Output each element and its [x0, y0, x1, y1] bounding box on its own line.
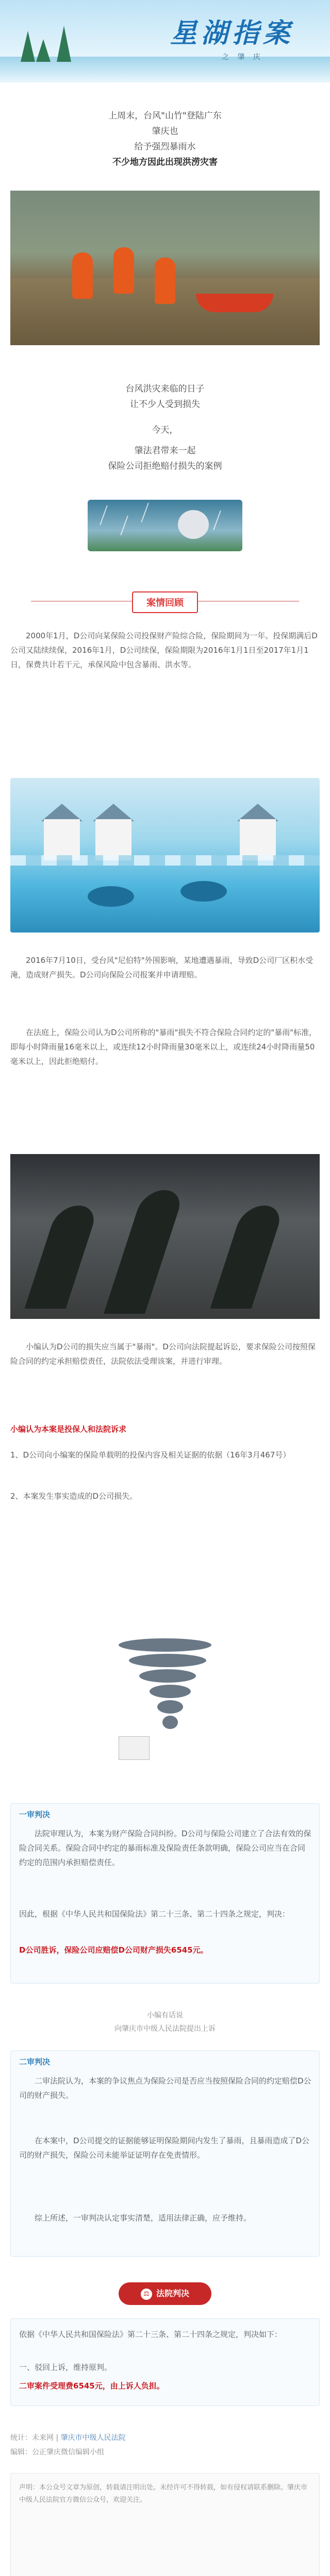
- mid-line-5: 保险公司拒绝赔付损失的案例: [108, 461, 222, 471]
- case-review-title: [0, 591, 330, 613]
- judgment-text-1: 依据《中华人民共和国保险法》第二十三条、第二十四条之规定，判决如下：: [19, 2330, 283, 2339]
- house-roof: [93, 804, 134, 821]
- fish-icon: [180, 881, 227, 902]
- fish-icon: [88, 886, 134, 907]
- key-heading: 小编认为本案是投保人和法院诉求: [10, 1425, 127, 1434]
- header-banner: [0, 0, 330, 82]
- tornado-band: [150, 1685, 191, 1698]
- first-instance-box: [10, 1803, 320, 1984]
- disclaimer-text: 声明：本公众号文章为原创，转载请注明出处。未经许可不得转载，如有侵权请联系删除。肇庆市中级人民法院官方微信公众号，欢迎关注。: [19, 2484, 308, 2504]
- judgment-text-2: 一、驳回上诉，维持原判。: [19, 2363, 112, 2372]
- tornado-illustration: [108, 1638, 222, 1772]
- intro-line-3: 给予强烈暴雨水: [134, 142, 196, 152]
- flood-rescue-photo: [10, 191, 320, 345]
- source-line: 统计：未来网 | 肇庆市中级人民法院: [10, 2434, 126, 2442]
- house-icon: [95, 819, 131, 860]
- mid-line-2: 让不少人受到损失: [130, 399, 200, 410]
- judgment-badge: [119, 2282, 211, 2305]
- paragraph-2: 2016年7月10日，受台风"尼伯特"外围影响，某地遭遇暴雨，导致D公司厂区积水受淹，造成财产损失。D公司向保险公司报案并申请理赔。: [10, 956, 314, 979]
- tree-silhouette: [210, 1206, 285, 1309]
- divider-text-1: 小编有话说: [147, 2011, 183, 2020]
- paragraph-3: 在法庭上，保险公司认为D公司所称的"暴雨"损失不符合保险合同约定的"暴雨"标准，即每小时降雨量16毫米以上，或连续12小时降雨量30毫米以上，或连续24小时降雨量50毫米以上，因此拒绝赔付。: [10, 1028, 317, 1066]
- intro-line-2: 肇庆也: [152, 126, 178, 137]
- tree-icon: [57, 26, 71, 62]
- source-link[interactable]: 肇庆市中级人民法院: [60, 2434, 126, 2442]
- second-instance-box: [10, 2050, 320, 2257]
- second-instance-text-3: 综上所述，一审判决认定事实清楚，适用法律正确，应予维持。: [35, 2213, 252, 2223]
- mid-line-3: 今天，: [152, 425, 178, 435]
- storm-photo: [10, 1154, 320, 1319]
- tree-silhouette: [104, 1190, 185, 1314]
- key-point-2: 2、本案发生事实造成的D公司损失。: [10, 1492, 138, 1501]
- intro-line-1: 上周末，台风"山竹"登陆广东: [108, 111, 222, 121]
- rescuer-figure: [113, 247, 134, 294]
- rescue-boat: [196, 294, 273, 312]
- mid-line-1: 台风洪灾来临的日子: [125, 384, 205, 394]
- raindrop: [213, 511, 221, 530]
- intro-line-4: 不少地方因此出现洪涝灾害: [112, 157, 218, 167]
- divider-text-2: 向肇庆市中级人民法院提出上诉: [114, 2025, 216, 2033]
- second-instance-title: 二审判决: [19, 2057, 51, 2066]
- paragraph-1: 2000年1月，D公司向某保险公司投保财产险综合险，保险期间为一年。投保期满后D公司又陆续续保，2016年1月，D公司续保，保险期限为2016年1月1日至2017年1月1日，保费共计若干元，承保风险中包含暴雨、洪水等。: [10, 631, 318, 669]
- judgment-verdict: 二审案件受理费6545元，由上诉人负担。: [19, 2381, 164, 2391]
- house-roof: [41, 804, 82, 821]
- banner-subtitle: 之 肇 庆: [222, 53, 263, 61]
- source-label: 统计：未来网: [10, 2434, 54, 2442]
- tornado-band: [162, 1716, 178, 1729]
- tornado-band: [157, 1700, 183, 1714]
- house-icon: [119, 1736, 150, 1760]
- first-instance-title: 一审判决: [19, 1810, 51, 1819]
- gavel-icon: ⚖: [141, 2289, 152, 2300]
- tree-icon: [21, 31, 35, 62]
- first-instance-text: 法院审理认为，本案为财产保险合同纠纷。D公司与保险公司建立了合法有效的保险合同关系。保险合同中约定的暴雨标准及保险责任条款明确，保险公司应当在合同约定的范围内承担赔偿责任。: [19, 1829, 311, 1867]
- rescuer-figure: [155, 258, 175, 304]
- tornado-band: [139, 1669, 196, 1683]
- house-roof: [237, 804, 278, 821]
- rescuer-figure: [72, 252, 93, 299]
- judgment-box: [10, 2318, 320, 2406]
- key-point-1: 1、D公司向小编案的保险单载明的投保内容及相关证据的依据（16年3月467号）: [10, 1450, 291, 1460]
- editor-line: 编辑：公正肇庆微信编辑小组: [10, 2448, 104, 2456]
- disclaimer-box: [10, 2473, 320, 2576]
- wave-line: [10, 855, 320, 866]
- first-instance-verdict: D公司胜诉，保险公司应赔偿D公司财产损失6545元。: [19, 1945, 208, 1955]
- mid-line-4: 肇法君带来一起: [134, 446, 196, 456]
- raindrop: [100, 505, 108, 525]
- paragraph-4: 小编认为D公司的损失应当属于"暴雨"。D公司向法院提起诉讼，要求保险公司按照保险合同的约定承担赔偿责任，法院依法受理该案，并进行审理。: [10, 1342, 316, 1366]
- tree-silhouette: [25, 1206, 100, 1309]
- house-icon: [44, 819, 80, 860]
- banner-title: 星湖指案: [170, 18, 294, 49]
- tree-icon: [36, 39, 51, 62]
- judgment-badge-label: 法院判决: [156, 2289, 189, 2298]
- raindrop: [120, 516, 128, 535]
- tornado-band: [119, 1638, 211, 1652]
- second-instance-text-2: 在本案中，D公司提交的证据能够证明保险期间内发生了暴雨，且暴雨造成了D公司的财产损失，保险公司未能举证证明存在免责情形。: [19, 2136, 310, 2160]
- mascot-icon: [178, 510, 209, 539]
- first-instance-verdict-lead: 因此，根据《中华人民共和国保险法》第二十三条、第二十四条之规定，判决：: [19, 1909, 290, 1919]
- second-instance-text-1: 二审法院认为，本案的争议焦点为保险公司是否应当按照保险合同的约定赔偿D公司的财产损失。: [19, 2076, 311, 2100]
- raindrop: [141, 503, 149, 522]
- house-icon: [240, 819, 276, 860]
- case-review-label: 案情回顾: [132, 591, 198, 613]
- flood-illustration: [10, 778, 320, 933]
- rain-illustration: [88, 500, 242, 551]
- tornado-band: [129, 1654, 206, 1667]
